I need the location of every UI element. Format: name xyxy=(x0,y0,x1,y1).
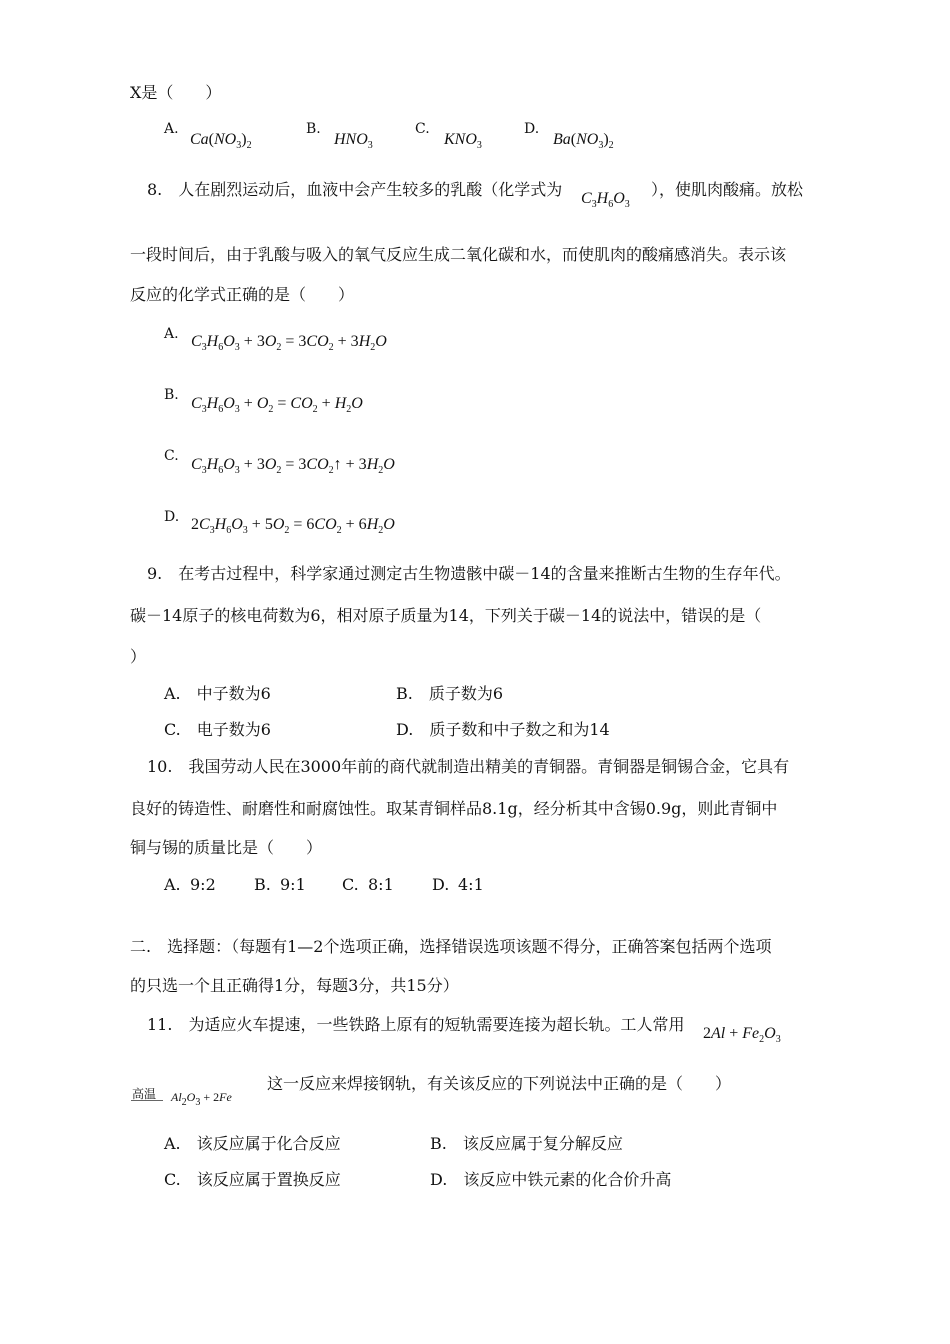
q9-option-c[interactable]: C. 电子数为6 xyxy=(164,720,271,739)
q7-option-d-label[interactable]: D. xyxy=(524,121,540,137)
q10-stem-line3: 铜与锡的质量比是（ ） xyxy=(130,838,323,857)
q9-stem-line2: 碳－14原子的核电荷数为6，相对原子质量为14，下列关于碳－14的说法中，错误的是（ xyxy=(130,606,762,625)
q8-option-c-label[interactable]: C. xyxy=(164,448,179,464)
q10-option-b-label[interactable]: B. xyxy=(254,875,271,894)
q11-condition-line xyxy=(131,1100,163,1101)
q9-stem-line3: ） xyxy=(130,647,147,666)
q10-option-b-value: 9:1 xyxy=(280,875,306,894)
q10-option-d-label[interactable]: D. xyxy=(432,875,450,894)
q8-option-b-equation: $C_3H_6O_3 + O_2 = CO_2 + H_2O$ xyxy=(191,395,363,415)
q7-option-b-formula: $HNO_3$ xyxy=(334,131,373,151)
q10-option-c-label[interactable]: C. xyxy=(342,875,359,894)
q7-option-a-label[interactable]: A. xyxy=(164,121,179,137)
q7-option-d-formula: $Ba(NO_3)_2$ xyxy=(553,131,614,151)
section2-heading-line2: 的只选一个且正确得1分，每题3分，共15分） xyxy=(130,976,459,995)
q8-option-c-equation: $C_3H_6O_3 + 3O_2$ = $3CO_2↑ + 3H_2O$ xyxy=(191,456,395,476)
q10-option-a-value: 9:2 xyxy=(190,875,216,894)
q8-lactic-acid-formula: $C_3H_6O_3$ xyxy=(581,190,630,210)
q7-option-b-label[interactable]: B. xyxy=(306,121,321,137)
q9-stem-line1: 9. 在考古过程中，科学家通过测定古生物遗骸中碳－14的含量来推断古生物的生存年代。 xyxy=(147,564,791,583)
q8-stem-line2: 一段时间后，由于乳酸与吸入的氧气反应生成二氧化碳和水，而使肌肉的酸痛感消失。表示该 xyxy=(130,245,787,264)
q10-option-a-label[interactable]: A. xyxy=(164,875,181,894)
q11-option-a[interactable]: A. 该反应属于化合反应 xyxy=(164,1134,341,1153)
q8-stem-line1-pre: 8. 人在剧烈运动后，血液中会产生较多的乳酸（化学式为 xyxy=(147,180,563,199)
q10-stem-line1: 10. 我国劳动人民在3000年前的商代就制造出精美的青铜器。青铜器是铜锡合金，它具有 xyxy=(147,757,790,776)
q11-stem-line1: 11. 为适应火车提速，一些铁路上原有的短轨需要连接为超长轨。工人常用 xyxy=(147,1015,685,1034)
q11-option-d[interactable]: D. 该反应中铁元素的化合价升高 xyxy=(430,1170,672,1189)
q10-stem-line2: 良好的铸造性、耐磨性和耐腐蚀性。取某青铜样品8.1g，经分析其中含锡0.9g，则此青铜中 xyxy=(130,799,778,818)
q8-option-d-equation: $2C_3H_6O_3 + 5O_2 = 6CO_2 + 6H_2O$ xyxy=(191,516,395,536)
q8-option-a-equation: $C_3H_6O_3 + 3O_2 = 3CO_2 + 3H_2O$ xyxy=(191,333,387,353)
q11-reactants: $2Al + Fe_2O_3$ xyxy=(703,1025,781,1045)
q9-option-a[interactable]: A. 中子数为6 xyxy=(164,684,271,703)
q9-option-d[interactable]: D. 质子数和中子数之和为14 xyxy=(396,720,610,739)
q7-option-c-label[interactable]: C. xyxy=(415,121,430,137)
q8-option-d-label[interactable]: D. xyxy=(164,509,180,525)
q9-option-b[interactable]: B. 质子数为6 xyxy=(396,684,504,703)
q7-stem-tail: X是（ ） xyxy=(130,83,222,102)
section2-heading-line1: 二. 选择题：（每题有1—2个选项正确，选择错误选项该题不得分，正确答案包括两个选项 xyxy=(130,937,772,956)
q11-products: $Al_2O_3 + 2Fe$ xyxy=(171,1090,232,1108)
q10-option-d-value: 4:1 xyxy=(458,875,484,894)
q7-option-a-formula: $Ca(NO_3)_2$ xyxy=(190,131,252,151)
q7-option-c-formula: $KNO_3$ xyxy=(444,131,482,151)
q11-condition: 高温 xyxy=(132,1087,157,1101)
q11-option-b[interactable]: B. 该反应属于复分解反应 xyxy=(430,1134,623,1153)
q8-option-b-label[interactable]: B. xyxy=(164,387,179,403)
q11-option-c[interactable]: C. 该反应属于置换反应 xyxy=(164,1170,341,1189)
q8-stem-line3: 反应的化学式正确的是（ ） xyxy=(130,285,355,304)
q8-option-a-label[interactable]: A. xyxy=(164,326,179,342)
q11-stem-line2: 这一反应来焊接钢轨，有关该反应的下列说法中正确的是（ ） xyxy=(267,1074,732,1093)
q8-stem-line1-post: ），使肌肉酸痛。放松 xyxy=(651,180,804,199)
q10-option-c-value: 8:1 xyxy=(368,875,394,894)
